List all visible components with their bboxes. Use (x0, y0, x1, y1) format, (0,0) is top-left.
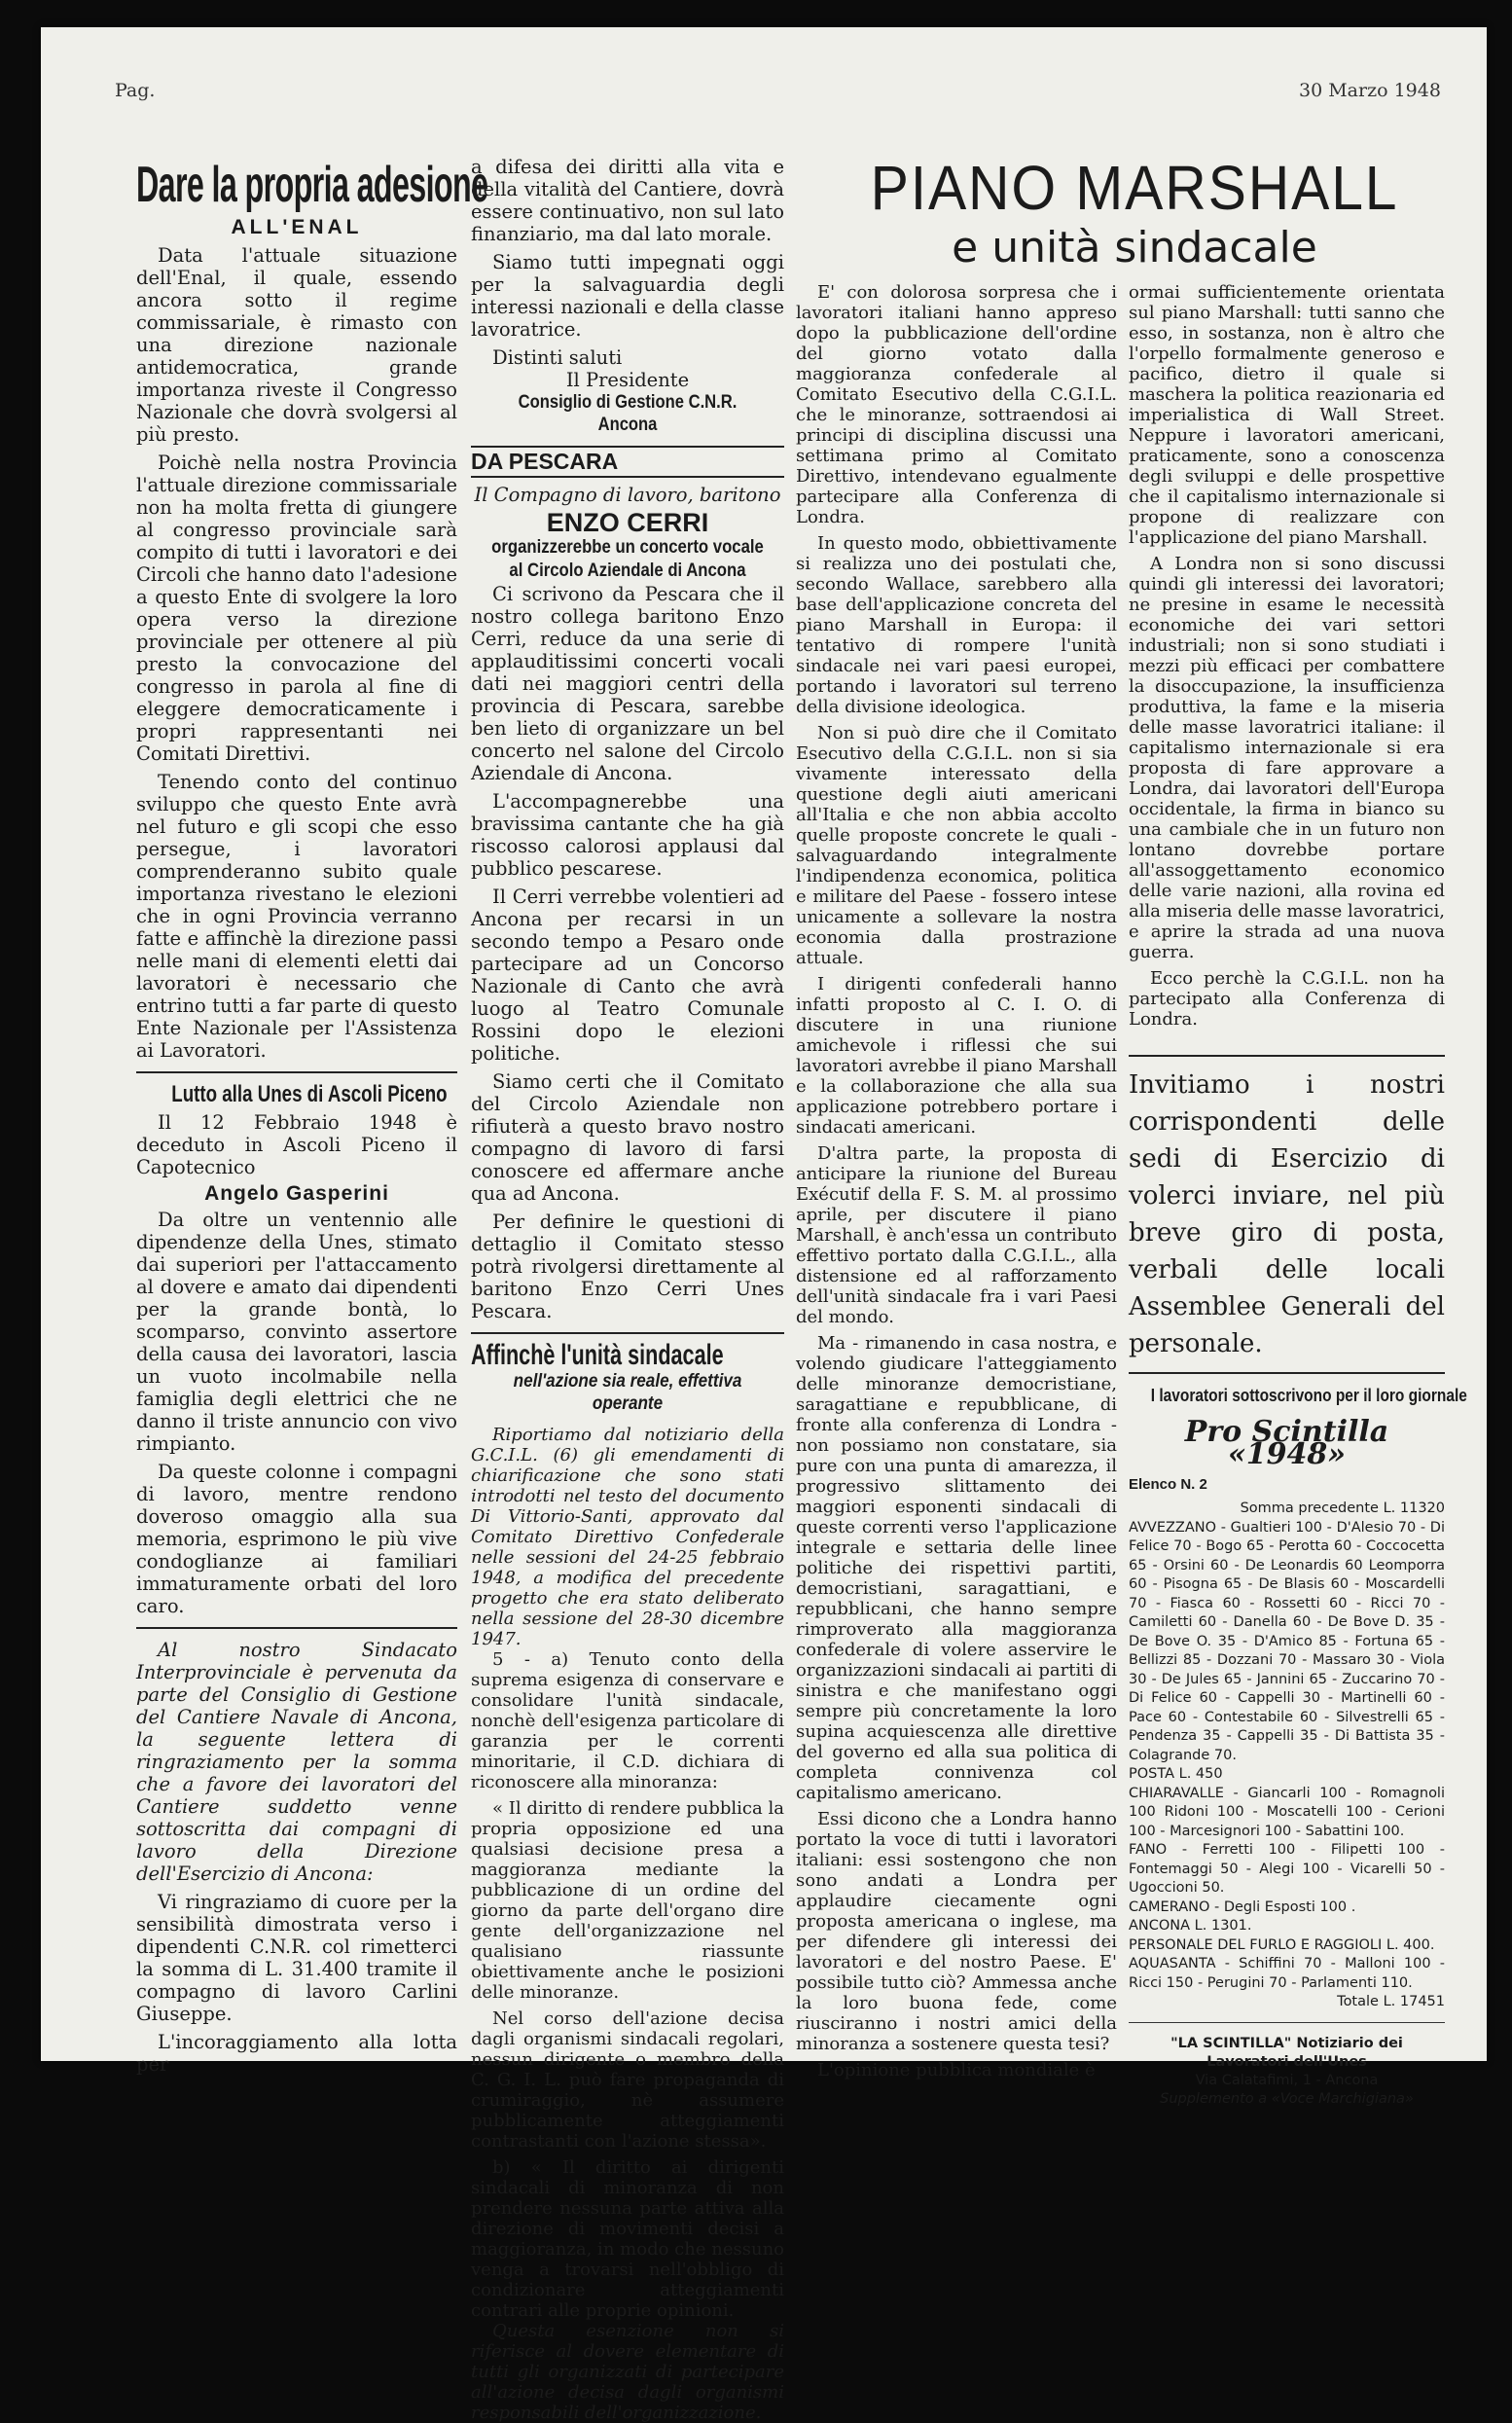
paragraph: Ci scrivono da Pescara che il nostro collega baritono Enzo Cerri, reduce da una serie di applauditissimi concerti vocali dati nei maggiori centri della provincia di Pescara, sarebbe ben lieto di organizzare un bel concerto nel salone del Circolo Aziendale di Ancona. (471, 583, 784, 784)
paragraph: Nel corso dell'azione decisa dagli organismi sindacali regolari, nessun dirigente o membro della C. G. I. L. può fare propaganda di crumiraggio, nè assumere pubblicamente atteggiamenti contrastanti con l'azione stessa». (471, 2008, 784, 2152)
paragraph: Da oltre un ventennio alle dipendenze della Unes, stimato dai superiori per l'attaccamento al dovere e amato dai dipendenti per la grande bontà, lo scomparso, convinto assertore della causa dei lavoratori, lascia un vuoto incolmabile nella famiglia degli elettrici che ne danno il triste annuncio con vivo rimpianto. (136, 1209, 457, 1455)
paragraph: L'incoraggiamento alla lotta per (136, 2031, 457, 2076)
column-pescara (471, 156, 784, 2423)
subscription-head: I lavoratori sottoscrivono per il loro giornale (1150, 1386, 1467, 1405)
paragraph: b) « Il diritto ai dirigenti sindacali di minoranza di non prendere nessuna parte attiva alla direzione di movimenti decisi a maggioranza, in modo che nessuno venga a trovarsi nell'obbligo di condizionare atteggiamenti contrari alle proprie opinioni. (471, 2157, 784, 2321)
list-item: FANO - Ferretti 100 - Filipetti 100 - Fontemaggi 50 - Alegi 100 - Vicarelli 50 - Ugoccioni 50. (1129, 1842, 1445, 1896)
divider (1129, 2022, 1445, 2023)
divider (1129, 1372, 1445, 1374)
artist-name: ENZO CERRI (546, 508, 709, 537)
paragraph: Ma - rimanendo in casa nostra, e volendo giudicare l'atteggiamento delle minoranze democristiane, saragattiane e repubblicane, di fronte alla conferenza di Londra - non possiamo non constatare, sia pure con una punta di amarezza, il progressivo slittamento dei maggiori esponenti sindacali di queste correnti verso l'applicazione integrale e settaria delle linee politiche dei rispettivi partiti, democristiani, saragattiani, e repubblicani, che hanno sempre rimproverato alla maggioranza confederale di volere asservire le organizzazioni sindacali ai partiti di sinistra e che manifestano oggi sempre più concretamente la loro supina acquiescenza alle direttive del governo ed alla sua politica di completa connivenza col capitalismo americano. (796, 1333, 1117, 1803)
total: Totale L. 17451 (1337, 1994, 1445, 2009)
paragraph: Per definire le questioni di dettaglio il Comitato stesso potrà rivolgersi direttamente al baritono Enzo Cerri Unes Pescara. (471, 1211, 784, 1322)
paragraph: Siamo tutti impegnati oggi per la salvaguardia degli interessi nazionali e della classe lavoratrice. (471, 251, 784, 341)
list-item: CAMERANO - Degli Esposti 100 . (1129, 1899, 1356, 1915)
italic-paragraph: Questa esenzione non si riferisce al dovere elementare di tutti gli organizzati di partecipare all'azione decisa dagli organismi responsabili dell'organizzazione. (471, 2321, 784, 2423)
paragraph: a difesa dei diritti alla vita e della vitalità del Cantiere, dovrà essere continuativo, non sul lato finanziario, ma dal lato morale. (471, 156, 784, 245)
article-subtitle-enal: ALL'ENAL (231, 216, 363, 238)
paragraph: « Il diritto di rendere pubblica la propria opposizione ed una qualsiasi decisione presa a maggioranza mediante la pubblicazione di un ordine del giorno da parte dell'organo dire gente dell'organizzazione nel qualisiano riassunte obiettivamente anche le posizioni delle minoranze. (471, 1798, 784, 2003)
paragraph: Siamo certi che il Comitato del Circolo Aziendale non rifiuterà a questo bravo nostro compagno di lavoro di farsi conoscere ed affermare anche qua ad Ancona. (471, 1070, 784, 1205)
paragraph: Da queste colonne i compagni di lavoro, mentre rendono doveroso omaggio alla sua memoria, esprimono le più vive condoglianze ai familiari immaturamente orbati del loro caro. (136, 1461, 457, 1617)
deceased-name: Angelo Gasperini (204, 1182, 389, 1205)
pescara-subtitle: Il Compagno di lavoro, baritono (474, 484, 781, 506)
italic-paragraph: Al nostro Sindacato Interprovinciale è pervenuta da parte del Consiglio di Gestione del Cantiere Navale di Ancona, la seguente lettera di ringraziamento per la somma che a favore dei lavoratori del Cantiere suddetto venne sottoscritta dai compagni di lavoro della Direzione dell'Esercizio di Ancona: (136, 1639, 457, 1885)
paragraph: Ecco perchè la C.G.I.L. non ha partecipato alla Conferenza di Londra. (1129, 968, 1445, 1030)
paragraph: L'accompagnerebbe una bravissima cantante che ha già riscosso calorosi applausi dal pubblico pescarese. (471, 790, 784, 880)
paragraph: Poichè nella nostra Provincia l'attuale direzione commissariale non ha molta fretta di giungere al congresso provinciale sarà compito di tutti i lavoratori e dei Circoli che hanno dato l'adesione a questo Ente di svolgere la loro opera verso la direzione provinciale per ottenere al più presto la convocazione del congresso in parola al fine di eleggere democraticamente i propri rappresentanti nei Comitati Direttivi. (136, 452, 457, 765)
paragraph: A Londra non si sono discussi quindi gli interessi dei lavoratori; ne presine in esame le necessità economiche dei vari settori industriali; non si sono studiati i mezzi più efficaci per combattere la disoccupazione, la insufficienza produttiva, la fame e la miseria delle masse lavoratrici italiane: il capitalismo internazionale si era proposta di fare approvare a Londra, dai lavoratori dell'Europa occidentale, la firma in bianco su una cambiale che in un futuro non lontano dovrebbe portare all'assoggettamento economico delle varie nazioni, alla rovina ed alla miseria delle masse lavoratrici, e aprire la strada ad una nuova guerra. (1129, 554, 1445, 962)
footer-publisher: "LA SCINTILLA" Notiziario dei Lavoratori dell'Unes (1170, 2035, 1403, 2070)
paragraph: ormai sufficientemente orientata sul piano Marshall: tutti sanno che esso, in sostanza, non è altro che l'orpello formalmente generoso e pacifico, dietro il quale si maschera la politica reazionaria ed imperialistica di Wall Street. Neppure i lavoratori americani, praticamente, sono a conoscenza degli sviluppi e delle prospettive che il capitalismo internazionale si propone di realizzare con l'applicazione del piano Marshall. (1129, 282, 1445, 548)
list-number: Elenco N. 2 (1129, 1476, 1207, 1493)
list-item: AQUASANTA - Schiffini 70 - Malloni 100 - Ricci 150 - Perugini 70 - Parlamenti 110. (1129, 1956, 1445, 1991)
list-item: ANCONA L. 1301. (1129, 1918, 1252, 1934)
footer-supplement: Supplemento a «Voce Marchigiana» (1160, 2090, 1414, 2107)
paragraph: Il 12 Febbraio 1948 è deceduto in Ascoli Piceno il Capotecnico (136, 1111, 457, 1178)
paragraph: Il Cerri verrebbe volentieri ad Ancona per recarsi in un secondo tempo a Pesaro onde partecipare ad un Concorso Nazionale di Canto che avrà luogo al Teatro Comunale Rossini dopo le elezioni politiche. (471, 886, 784, 1065)
page-label: Pag. (115, 80, 156, 101)
paragraph: D'altra parte, la proposta di anticipare la riunione del Bureau Exécutif della F. S. M. al prossimo aprile, per discutere il piano Marshall, è anch'essa un contributo effettivo portato dalla C.G.I.L., alla distensione ed al rafforzamento dell'unità sindacale fra i vari Paesi del mondo. (796, 1143, 1117, 1327)
paragraph: Distinti saluti (492, 346, 623, 369)
column-marshall-2 (1129, 282, 1467, 2109)
signature-city: Ancona (597, 414, 658, 435)
divider (136, 1071, 457, 1073)
article-title-enal: Dare la propria adesione (136, 157, 488, 213)
headline-marshall: PIANO MARSHALL (870, 153, 1399, 223)
paragraph: Tenendo conto del continuo sviluppo che questo Ente avrà nel futuro e gli scopi che esso persegue, i lavoratori comprenderanno subito quale importanza rivestano le elezioni che in ogni Provincia verranno fatte e affinchè la direzione passi nelle mani di elementi eletti dai lavoratori è necessario che entrino tutti a far parte di questo Ente Nazionale per l'Assistenza ai Lavoratori. (136, 771, 457, 1062)
paragraph: E' con dolorosa sorpresa che i lavoratori italiani hanno appreso dopo la pubblicazione dell'ordine del giorno votato dalla maggioranza confederale al Comitato Esecutivo della C.G.I.L. che le minoranze, sottraendosi ai principi di disciplina discussi una settimana primo al Comitato Direttivo, intendevano egualmente partecipare alla Conferenza di Londra. (796, 282, 1117, 527)
paragraph: Vi ringraziamo di cuore per la sensibilità dimostrata verso i dipendenti C.N.R. col rimetterci la somma di L. 31.400 tramite il compagno di lavoro Carlini Giuseppe. (136, 1891, 457, 2025)
paragraph: Non si può dire che il Comitato Esecutivo della C.G.I.L. non si sia vivamente interessato della questione degli aiuti americani all'Italia e che non abbia accolto quelle proposte concrete le quali - salvaguardando integralmente l'indipendenza economica, politica e militare del Paese - fossero intese unicamente a sollevare la nostra economia dalla prostrazione attuale. (796, 723, 1117, 968)
divider (471, 1332, 784, 1334)
list-item: AVVEZZANO - Gualtieri 100 - D'Alesio 70 - Di Felice 70 - Bogo 65 - Perotta 60 - Coccocetta 65 - Orsini 60 - De Leonardis 60 Leomporra 60 - Pisogna 65 - De Blasis 60 - Moscardelli 70 - Fiasca 60 - Rossetti 60 - Ricci 70 - Camiletti 60 - Danella 60 - De Bove D. 35 - De Bove O. 35 - D'Amico 85 - Fortuna 65 - Bellizzi 85 - Dozzani 70 - Massaro 30 - Viola 30 - De Jules 65 - Jannini 65 - Zuccarino 70 - Di Felice 60 - Cappelli 30 - Martinelli 60 - Pace 60 - Contestabile 60 - Silvestrelli 65 - Pendenza 35 - Cappelli 35 - Di Battista 35 - Colagrande 70. (1129, 1519, 1445, 1763)
divider (1129, 1055, 1445, 1057)
column-marshall-1 (796, 282, 1117, 2080)
list-item: POSTA L. 450 (1129, 1766, 1223, 1782)
column-enal (136, 157, 488, 2076)
signature-title: Il Presidente (565, 369, 690, 391)
subheadline-marshall: e unità sindacale (952, 223, 1317, 272)
list-item: CHIARAVALLE - Giancarli 100 - Romagnoli 100 Ridoni 100 - Moscatelli 100 - Cerioni 100 - Marcesignori 100 - Sabattini 100. (1129, 1785, 1445, 1839)
paragraph: Essi dicono che a Londra hanno portato la voce di tutti i lavoratori italiani: essi sostengono che non sono andati a Londra per applaudire ciecamente ogni proposta americana o inglese, ma per difendere gli interessi dei lavoratori e del nostro Paese. E' possibile tutto ciò? Ammessa anche la loro buona fede, come riusciranno i nostri amici della minoranza a sostenere questa tesi? (796, 1809, 1117, 2054)
divider (136, 1627, 457, 1629)
list-item: PERSONALE DEL FURLO E RAGGIOLI L. 400. (1129, 1936, 1435, 1953)
paragraph: L'opinione pubblica mondiale è (817, 2060, 1096, 2080)
pescara-subhead: organizzerebbe un concerto vocale al Circolo Aziendale di Ancona (491, 537, 764, 581)
list-item: Somma precedente L. 11320 (1240, 1501, 1445, 1516)
paragraph: I dirigenti confederali hanno infatti proposto al C. I. O. di discutere in una riunione amichevole i riflessi che sui lavoratori avrebbe il piano Marshall e la collaborazione che alla sua applicazione potrebbero portare i sindacati americani. (796, 974, 1117, 1138)
section-head-pescara: DA PESCARA (471, 446, 784, 478)
article-title-lutto: Lutto alla Unes di Ascoli Piceno (171, 1081, 448, 1107)
issue-date: 30 Marzo 1948 (1299, 80, 1441, 101)
invitation-notice: Invitiamo i nostri corrispondenti delle sedi di Esercizio di volerci inviare, nel più breve giro di posta, verbali delle locali Assemblee Generali del personale. (1129, 1070, 1445, 1358)
italic-paragraph: Riportiamo dal notiziario della G.C.I.L. (6) gli emendamenti di chiarificazione che sono stati introdotti nel testo del documento Di Vittorio-Santi, approvato dal Comitato Direttivo Confederale nelle sessioni del 24-25 febbraio 1948, a modifica del precedente progetto che era stato deliberato nella sessione del 28-30 dicembre 1947. (471, 1425, 784, 1649)
article-title-unita: Affinchè l'unità sindacale (471, 1339, 724, 1371)
paragraph: 5 - a) Tenuto conto della suprema esigenza di conservare e consolidare l'unità sindacale, nonchè dell'esigenza particolare di garanzia per le correnti minoritarie, il C.D. dichiara di riconoscere alla minoranza: (471, 1649, 784, 1792)
article-subtitle-unita: nell'azione sia reale, effettiva operante (513, 1371, 742, 1414)
subscription-title: Pro Scintilla «1948» (1184, 1415, 1389, 1471)
footer-address: Via Calatafimi, 1 - Ancona (1195, 2072, 1379, 2088)
paragraph: Data l'attuale situazione dell'Enal, il quale, essendo ancora sotto il regime commissariale, è rimasto con una direzione nazionale antidemocratica, grande importanza riveste il Congresso Nazionale che dovrà svolgersi al più presto. (136, 244, 457, 446)
signature-org: Consiglio di Gestione C.N.R. (518, 391, 738, 413)
paragraph: In questo modo, obbiettivamente si realizza uno dei postulati che, secondo Wallace, sarebbero alla base dell'applicazione concreta del piano Marshall in Europa: il tentativo di rompere l'unità sindacale nei vari paesi europei, portando i lavoratori sul terreno della divisione ideologica. (796, 533, 1117, 717)
